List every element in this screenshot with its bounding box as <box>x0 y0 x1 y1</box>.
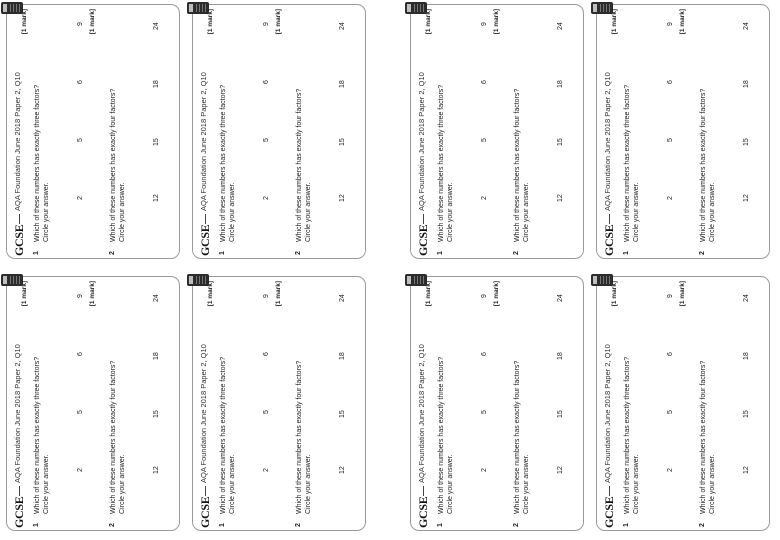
question-prompt: Which of these numbers has exactly four factors? <box>514 360 521 514</box>
answer-option[interactable]: 9 <box>263 294 270 298</box>
answer-option[interactable]: 6 <box>481 80 488 84</box>
answer-option[interactable]: 15 <box>339 138 346 146</box>
card-header <box>415 5 431 258</box>
question-text <box>513 361 531 514</box>
question-number: 2 <box>295 523 302 527</box>
question-card <box>590 272 776 537</box>
answer-option[interactable]: 9 <box>481 294 488 298</box>
header-divider <box>205 214 206 224</box>
question-instruction: Circle your answer. <box>447 454 454 514</box>
question-source: AQA Foundation June 2018 Paper 2, Q10 <box>199 344 208 483</box>
question-prompt: Which of these numbers has exactly four factors? <box>110 360 117 514</box>
card-frame <box>6 276 180 531</box>
question-prompt: Which of these numbers has exactly three factors? <box>438 84 445 242</box>
answer-option[interactable]: 18 <box>153 80 160 88</box>
question-1-marks: [1 mark] <box>207 9 214 35</box>
question-prompt: Which of these numbers has exactly three factors? <box>34 356 41 514</box>
gcse-logo: GCSE <box>602 224 616 256</box>
answer-option[interactable]: 9 <box>667 294 674 298</box>
question-instruction: Circle your answer. <box>305 454 312 514</box>
question-text <box>295 361 313 514</box>
calculator-icon <box>591 2 613 14</box>
answer-option[interactable]: 18 <box>557 80 564 88</box>
answer-option[interactable]: 24 <box>339 294 346 302</box>
answer-option[interactable]: 12 <box>557 194 564 202</box>
question-card <box>404 272 590 537</box>
gcse-logo: GCSE <box>198 224 212 256</box>
calculator-icon <box>187 274 209 286</box>
question-prompt: Which of these numbers has exactly four factors? <box>296 88 303 242</box>
question-prompt: Which of these numbers has exactly three factors? <box>438 356 445 514</box>
question-prompt: Which of these numbers has exactly three factors? <box>220 84 227 242</box>
question-card <box>404 0 590 265</box>
question-instruction: Circle your answer. <box>709 182 716 242</box>
question-card <box>0 272 186 537</box>
header-divider <box>19 214 20 224</box>
answer-option[interactable]: 2 <box>481 468 488 472</box>
question-source: AQA Foundation June 2018 Paper 2, Q10 <box>417 344 426 483</box>
card-header <box>415 277 431 530</box>
question-instruction: Circle your answer. <box>633 182 640 242</box>
answer-option[interactable]: 18 <box>743 80 750 88</box>
card-header <box>11 277 27 530</box>
question-number: 2 <box>109 251 116 255</box>
answer-option[interactable]: 6 <box>263 352 270 356</box>
answer-option[interactable]: 2 <box>263 468 270 472</box>
answer-option[interactable]: 18 <box>339 352 346 360</box>
answer-option[interactable]: 5 <box>667 138 674 142</box>
question-card <box>186 0 372 265</box>
question-source: AQA Foundation June 2018 Paper 2, Q10 <box>417 72 426 211</box>
card-header <box>601 277 617 530</box>
card-frame <box>596 4 770 259</box>
header-divider <box>19 486 20 496</box>
question-text <box>623 85 641 242</box>
calculator-icon <box>405 274 427 286</box>
answer-option[interactable]: 24 <box>743 22 750 30</box>
question-1-marks: [1 mark] <box>611 281 618 307</box>
question-source: AQA Foundation June 2018 Paper 2, Q10 <box>13 344 22 483</box>
answer-option[interactable]: 18 <box>339 80 346 88</box>
header-divider <box>423 486 424 496</box>
question-instruction: Circle your answer. <box>523 182 530 242</box>
answer-option[interactable]: 12 <box>743 466 750 474</box>
answer-option[interactable]: 12 <box>339 194 346 202</box>
question-source: AQA Foundation June 2018 Paper 2, Q10 <box>13 72 22 211</box>
answer-option[interactable]: 2 <box>481 196 488 200</box>
question-number: 1 <box>623 523 630 527</box>
question-text <box>513 89 531 242</box>
question-text <box>219 85 237 242</box>
answer-option[interactable]: 15 <box>153 138 160 146</box>
question-number: 2 <box>295 251 302 255</box>
question-prompt: Which of these numbers has exactly three factors? <box>34 84 41 242</box>
header-divider <box>423 214 424 224</box>
question-text <box>437 357 455 514</box>
card-frame <box>410 276 584 531</box>
header-divider <box>609 486 610 496</box>
question-number: 1 <box>437 523 444 527</box>
question-prompt: Which of these numbers has exactly three factors? <box>624 84 631 242</box>
calculator-icon <box>591 274 613 286</box>
answer-option[interactable]: 24 <box>557 294 564 302</box>
question-instruction: Circle your answer. <box>229 454 236 514</box>
question-source: AQA Foundation June 2018 Paper 2, Q10 <box>199 72 208 211</box>
answer-option[interactable]: 2 <box>77 196 84 200</box>
question-2-marks: [1 mark] <box>679 281 686 307</box>
answer-option[interactable]: 15 <box>743 138 750 146</box>
question-1-marks: [1 mark] <box>425 281 432 307</box>
question-instruction: Circle your answer. <box>633 454 640 514</box>
question-2-marks: [1 mark] <box>679 9 686 35</box>
answer-option[interactable]: 6 <box>481 352 488 356</box>
answer-option[interactable]: 6 <box>667 352 674 356</box>
answer-option[interactable]: 5 <box>481 410 488 414</box>
card-header <box>197 5 213 258</box>
calculator-icon <box>1 274 23 286</box>
question-number: 2 <box>699 251 706 255</box>
question-instruction: Circle your answer. <box>447 182 454 242</box>
gcse-logo: GCSE <box>12 224 26 256</box>
answer-option[interactable]: 5 <box>77 138 84 142</box>
question-1-marks: [1 mark] <box>611 9 618 35</box>
question-instruction: Circle your answer. <box>43 182 50 242</box>
question-card <box>590 0 776 265</box>
question-number: 1 <box>623 251 630 255</box>
answer-option[interactable]: 6 <box>77 80 84 84</box>
question-source: AQA Foundation June 2018 Paper 2, Q10 <box>603 344 612 483</box>
card-frame <box>192 276 366 531</box>
question-2-marks: [1 mark] <box>275 9 282 35</box>
answer-option[interactable]: 2 <box>77 468 84 472</box>
answer-option[interactable]: 15 <box>153 410 160 418</box>
answer-option[interactable]: 12 <box>153 466 160 474</box>
question-number: 1 <box>33 251 40 255</box>
question-number: 1 <box>219 523 226 527</box>
answer-option[interactable]: 5 <box>77 410 84 414</box>
answer-option[interactable]: 24 <box>557 22 564 30</box>
question-text <box>437 85 455 242</box>
question-number: 2 <box>513 523 520 527</box>
answer-option[interactable]: 5 <box>667 410 674 414</box>
answer-option[interactable]: 5 <box>481 138 488 142</box>
gcse-logo: GCSE <box>198 496 212 528</box>
answer-option[interactable]: 9 <box>77 294 84 298</box>
answer-option[interactable]: 18 <box>153 352 160 360</box>
card-frame <box>596 276 770 531</box>
card-frame <box>192 4 366 259</box>
question-number: 2 <box>699 523 706 527</box>
card-header <box>11 5 27 258</box>
answer-option[interactable]: 2 <box>667 196 674 200</box>
question-number: 1 <box>219 251 226 255</box>
question-source: AQA Foundation June 2018 Paper 2, Q10 <box>603 72 612 211</box>
question-prompt: Which of these numbers has exactly four factors? <box>514 88 521 242</box>
answer-option[interactable]: 2 <box>667 468 674 472</box>
question-1-marks: [1 mark] <box>21 9 28 35</box>
question-2-marks: [1 mark] <box>493 281 500 307</box>
question-text <box>109 89 127 242</box>
answer-option[interactable]: 9 <box>481 22 488 26</box>
answer-option[interactable]: 6 <box>263 80 270 84</box>
answer-option[interactable]: 6 <box>667 80 674 84</box>
card-frame <box>410 4 584 259</box>
gcse-logo: GCSE <box>416 496 430 528</box>
question-card <box>0 0 186 265</box>
question-text <box>33 85 51 242</box>
gcse-logo: GCSE <box>602 496 616 528</box>
question-text <box>623 357 641 514</box>
gcse-logo: GCSE <box>416 224 430 256</box>
answer-option[interactable]: 15 <box>743 410 750 418</box>
answer-option[interactable]: 12 <box>557 466 564 474</box>
question-number: 1 <box>33 523 40 527</box>
question-2-marks: [1 mark] <box>493 9 500 35</box>
question-1-marks: [1 mark] <box>21 281 28 307</box>
question-prompt: Which of these numbers has exactly three factors? <box>220 356 227 514</box>
answer-option[interactable]: 12 <box>339 466 346 474</box>
question-1-marks: [1 mark] <box>425 9 432 35</box>
calculator-icon <box>187 2 209 14</box>
answer-option[interactable]: 5 <box>263 138 270 142</box>
header-divider <box>205 486 206 496</box>
card-header <box>601 5 617 258</box>
question-instruction: Circle your answer. <box>305 182 312 242</box>
answer-option[interactable]: 2 <box>263 196 270 200</box>
question-text <box>109 361 127 514</box>
answer-option[interactable]: 9 <box>263 22 270 26</box>
question-instruction: Circle your answer. <box>229 182 236 242</box>
answer-option[interactable]: 9 <box>667 22 674 26</box>
answer-option[interactable]: 24 <box>339 22 346 30</box>
answer-option[interactable]: 9 <box>77 22 84 26</box>
question-1-marks: [1 mark] <box>207 281 214 307</box>
question-instruction: Circle your answer. <box>43 454 50 514</box>
question-text <box>295 89 313 242</box>
question-2-marks: [1 mark] <box>275 281 282 307</box>
answer-option[interactable]: 24 <box>153 294 160 302</box>
question-prompt: Which of these numbers has exactly four factors? <box>296 360 303 514</box>
answer-option[interactable]: 24 <box>743 294 750 302</box>
answer-option[interactable]: 12 <box>743 194 750 202</box>
answer-option[interactable]: 15 <box>557 138 564 146</box>
answer-option[interactable]: 5 <box>263 410 270 414</box>
question-instruction: Circle your answer. <box>523 454 530 514</box>
answer-option[interactable]: 18 <box>557 352 564 360</box>
question-text <box>699 361 717 514</box>
question-prompt: Which of these numbers has exactly three factors? <box>624 356 631 514</box>
calculator-icon <box>1 2 23 14</box>
question-text <box>219 357 237 514</box>
question-number: 2 <box>109 523 116 527</box>
question-instruction: Circle your answer. <box>709 454 716 514</box>
question-2-marks: [1 mark] <box>89 9 96 35</box>
answer-option[interactable]: 12 <box>153 194 160 202</box>
question-text <box>699 89 717 242</box>
question-prompt: Which of these numbers has exactly four factors? <box>700 88 707 242</box>
answer-option[interactable]: 6 <box>77 352 84 356</box>
question-instruction: Circle your answer. <box>119 454 126 514</box>
calculator-icon <box>405 2 427 14</box>
question-prompt: Which of these numbers has exactly four factors? <box>700 360 707 514</box>
card-frame <box>6 4 180 259</box>
answer-option[interactable]: 15 <box>557 410 564 418</box>
answer-option[interactable]: 24 <box>153 22 160 30</box>
question-instruction: Circle your answer. <box>119 182 126 242</box>
question-number: 2 <box>513 251 520 255</box>
question-text <box>33 357 51 514</box>
question-2-marks: [1 mark] <box>89 281 96 307</box>
question-number: 1 <box>437 251 444 255</box>
question-card <box>186 272 372 537</box>
card-header <box>197 277 213 530</box>
header-divider <box>609 214 610 224</box>
answer-option[interactable]: 18 <box>743 352 750 360</box>
gcse-logo: GCSE <box>12 496 26 528</box>
question-prompt: Which of these numbers has exactly four factors? <box>110 88 117 242</box>
answer-option[interactable]: 15 <box>339 410 346 418</box>
